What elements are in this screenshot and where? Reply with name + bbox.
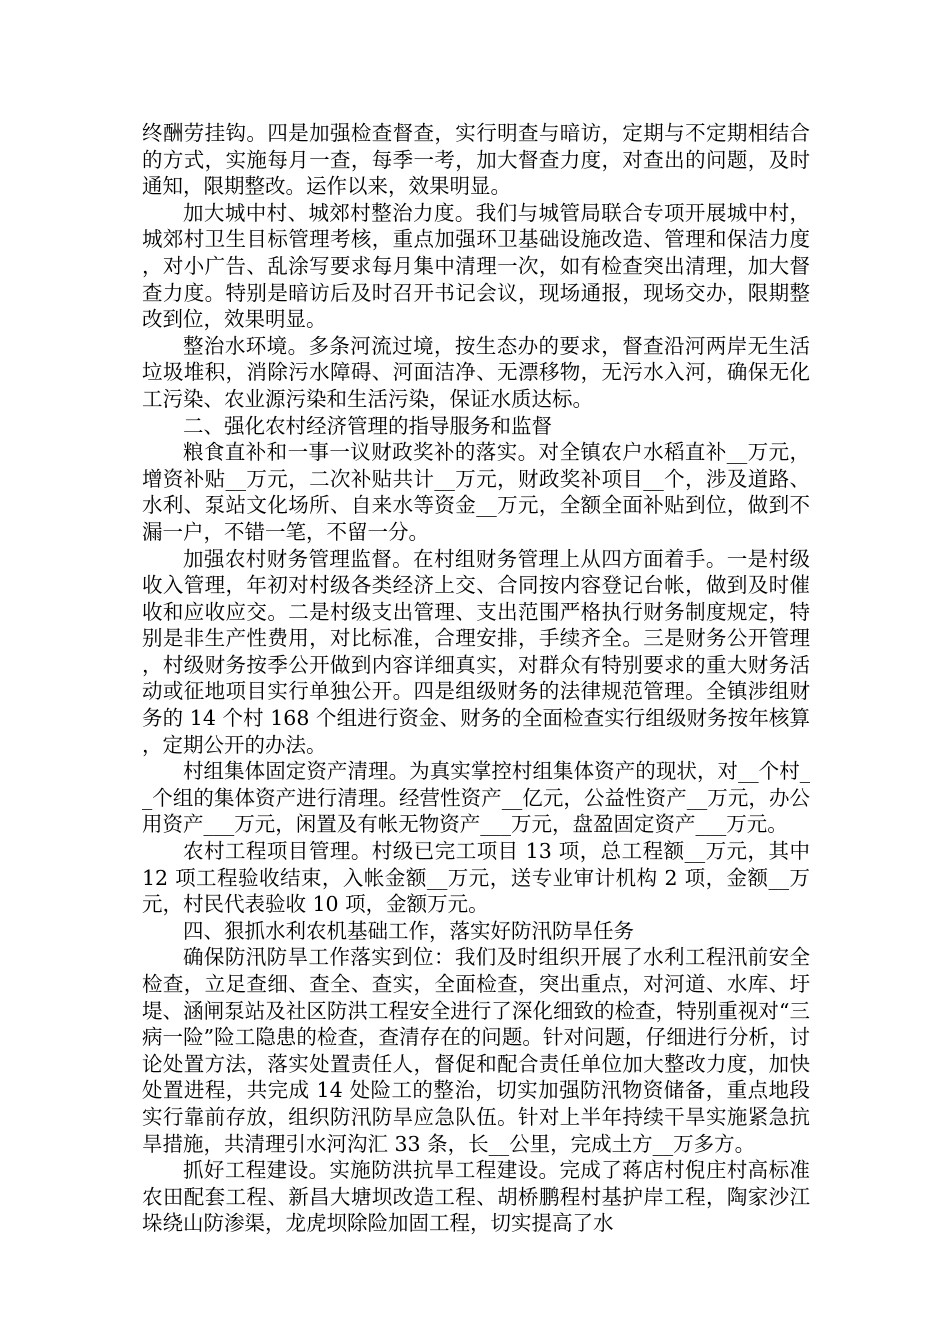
paragraph-4: 粮食直补和一事一议财政奖补的落实。对全镇农户水稻直补__万元，增资补贴__万元，二次补贴共计__万元，财政奖补项目__个，涉及道路、水利、泵站文化场所、自来水等资金__万元，全额全面补贴到位，做到不漏一户，不错一笔，不留一分。: [142, 440, 810, 544]
section-heading-2: 二、强化农村经济管理的指导服务和监督: [183, 413, 552, 438]
paragraph-2: 加大城中村、城郊村整治力度。我们与城管局联合专项开展城中村，城郊村卫生目标管理考核，重点加强环卫基础设施改造、管理和保洁力度，对小广告、乱涂写要求每月集中清理一次，如有检查突出清理，加大督查力度。特别是暗访后及时召开书记会议，现场通报，现场交办，限期整改到位，效果明显。: [142, 200, 810, 332]
paragraph-8: 确保防汛防旱工作落实到位：我们及时组织开展了水利工程汛前安全检查，立足查细、查全、查实，全面检查，突出重点，对河道、水库、圩堤、涵闸泵站及社区防洪工程安全进行了深化细致的检查，特别重视对“三病一险”险工隐患的检查，查清存在的问题。针对问题，仔细进行分析，讨论处置方法，落实处置责任人，督促和配合责任单位加大整改力度，加快处置进程，共完成 14 处险工的整治，切实加强防汛物资储备，重点地段实行靠前存放，组织防汛防旱应急队伍。针对上半年持续干旱实施紧急抗旱措施，共清理引水河沟汇 33 条，长__公里，完成土方__万多方。: [142, 945, 810, 1156]
paragraph-7: 农村工程项目管理。村级已完工项目 13 项，总工程额__万元，其中 12 项工程验收结束，入帐金额__万元，送专业审计机构 2 项，金额__万元，村民代表验收 10 项，金额万元。: [142, 839, 810, 917]
paragraph-5: 加强农村财务管理监督。在村组财务管理上从四方面着手。一是村级收入管理，年初对村级各类经济上交、合同按内容登记台帐，做到及时催收和应收应交。二是村级支出管理、支出范围严格执行财务制度规定，特别是非生产性费用，对比标准，合理安排，手续齐全。三是财务公开管理，村级财务按季公开做到内容详细真实，对群众有特别要求的重大财务活动或征地项目实行单独公开。四是组级财务的法律规范管理。全镇涉组财务的 14 个村 168 个组进行资金、财务的全面检查实行组级财务按年核算，定期公开的办法。: [142, 546, 810, 757]
paragraph-3: 整治水环境。多条河流过境，按生态办的要求，督查沿河两岸无生活垃圾堆积，消除污水障碍、河面洁净、无漂移物，无污水入河，确保无化工污染、农业源污染和生活污染，保证水质达标。: [142, 333, 810, 411]
paragraph-9: 抓好工程建设。实施防洪抗旱工程建设。完成了蒋店村倪庄村高标准农田配套工程、新昌大塘坝改造工程、胡桥鹏程村基护岸工程，陶家沙江垛绕山防渗渠，龙虎坝除险加固工程，切实提高了水: [142, 1158, 810, 1236]
paragraph-1: 终酬劳挂钩。四是加强检查督查，实行明查与暗访，定期与不定期相结合的方式，实施每月一查，每季一考，加大督查力度，对查出的问题，及时通知，限期整改。运作以来，效果明显。: [142, 121, 810, 199]
section-heading-4: 四、狠抓水利农机基础工作，落实好防汛防旱任务: [183, 918, 634, 943]
paragraph-6: 村组集体固定资产清理。为真实掌控村组集体资产的现状，对__个村__个组的集体资产进行清理。经营性资产__亿元，公益性资产__万元，办公用资产___万元，闲置及有帐无物资产___万元，盘盈固定资产___万元。: [142, 759, 810, 837]
document-page: [142, 120, 810, 1237]
